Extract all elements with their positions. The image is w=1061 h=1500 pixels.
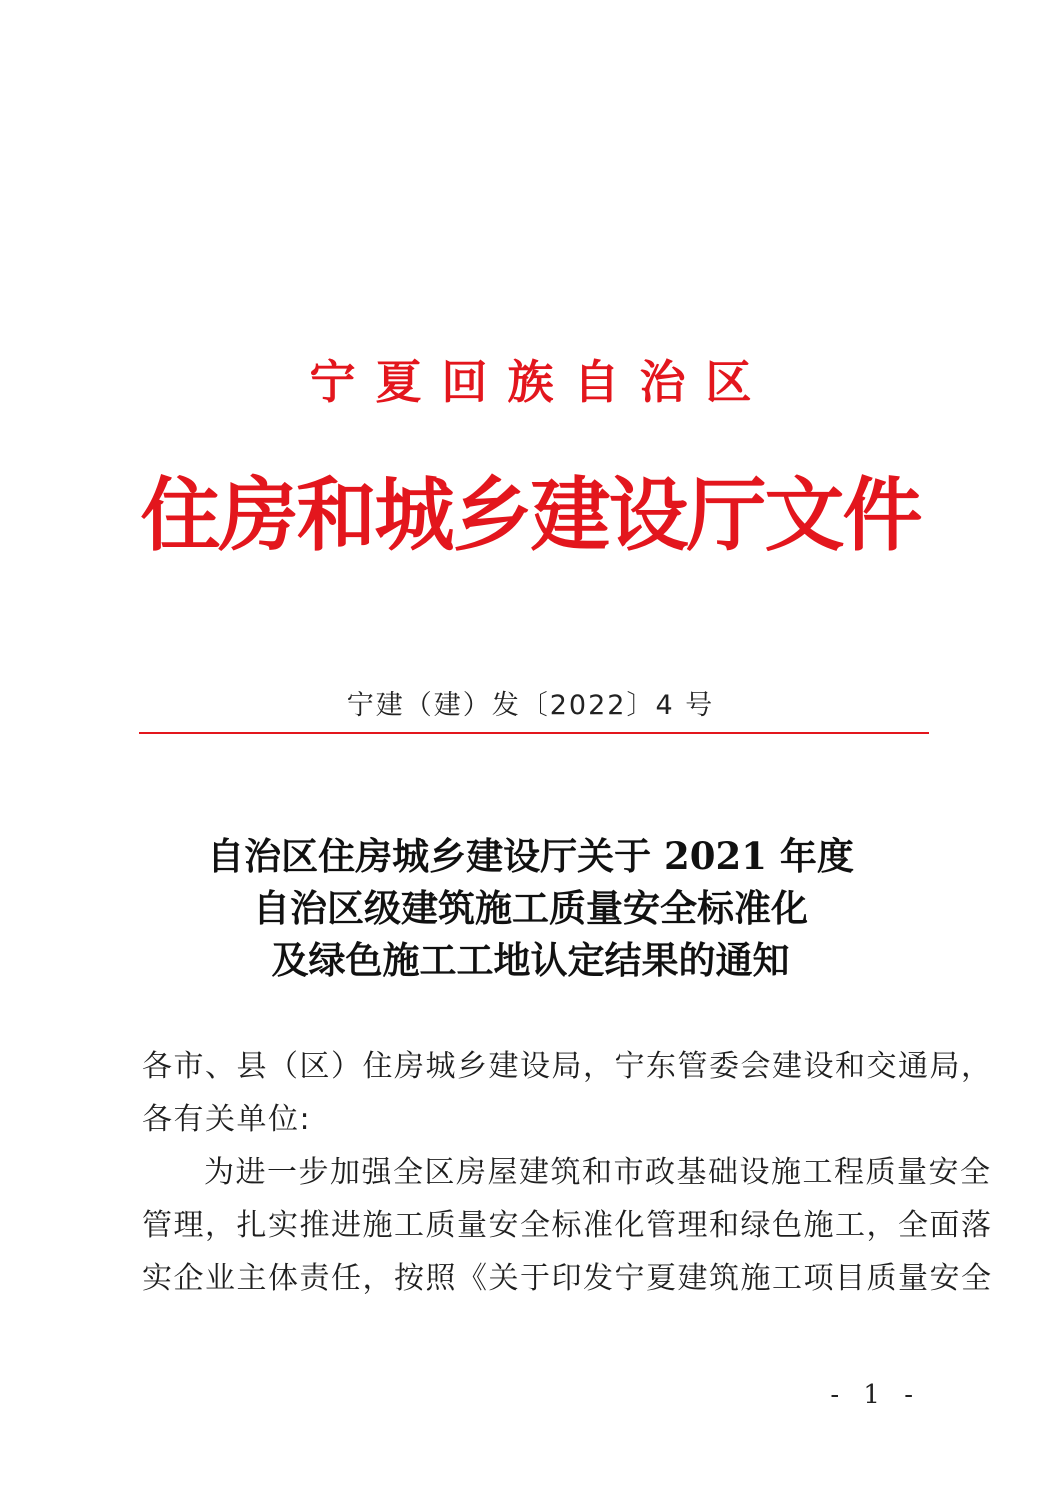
issuer-department: 住房和城乡建设厅文件 [140, 469, 921, 562]
paragraph-line: 实企业主体责任，按照《关于印发宁夏建筑施工项目质量安全 [142, 1261, 993, 1296]
addressee-line: 各有关单位: [142, 1102, 312, 1137]
page-number: - 1 - [830, 1380, 921, 1410]
red-divider-line [139, 732, 929, 734]
paragraph-line: 管理，扎实推进施工质量安全标准化管理和绿色施工，全面落 [142, 1208, 993, 1243]
issuer-region: 宁夏回族自治区 [309, 355, 772, 409]
document-number: 宁建（建）发〔2022〕4 号 [346, 690, 715, 721]
document-title [0, 830, 1061, 986]
title-line: 自治区级建筑施工质量安全标准化 [253, 886, 808, 930]
addressee-line: 各市、县（区）住房城乡建设局，宁东管委会建设和交通局， [142, 1049, 993, 1084]
document-body [142, 1040, 993, 1305]
title-line: 自治区住房城乡建设厅关于 2021 年度 [207, 834, 854, 878]
title-line: 及绿色施工工地认定结果的通知 [271, 938, 790, 982]
paragraph-line: 为进一步加强全区房屋建筑和市政基础设施工程质量安全 [204, 1155, 992, 1190]
